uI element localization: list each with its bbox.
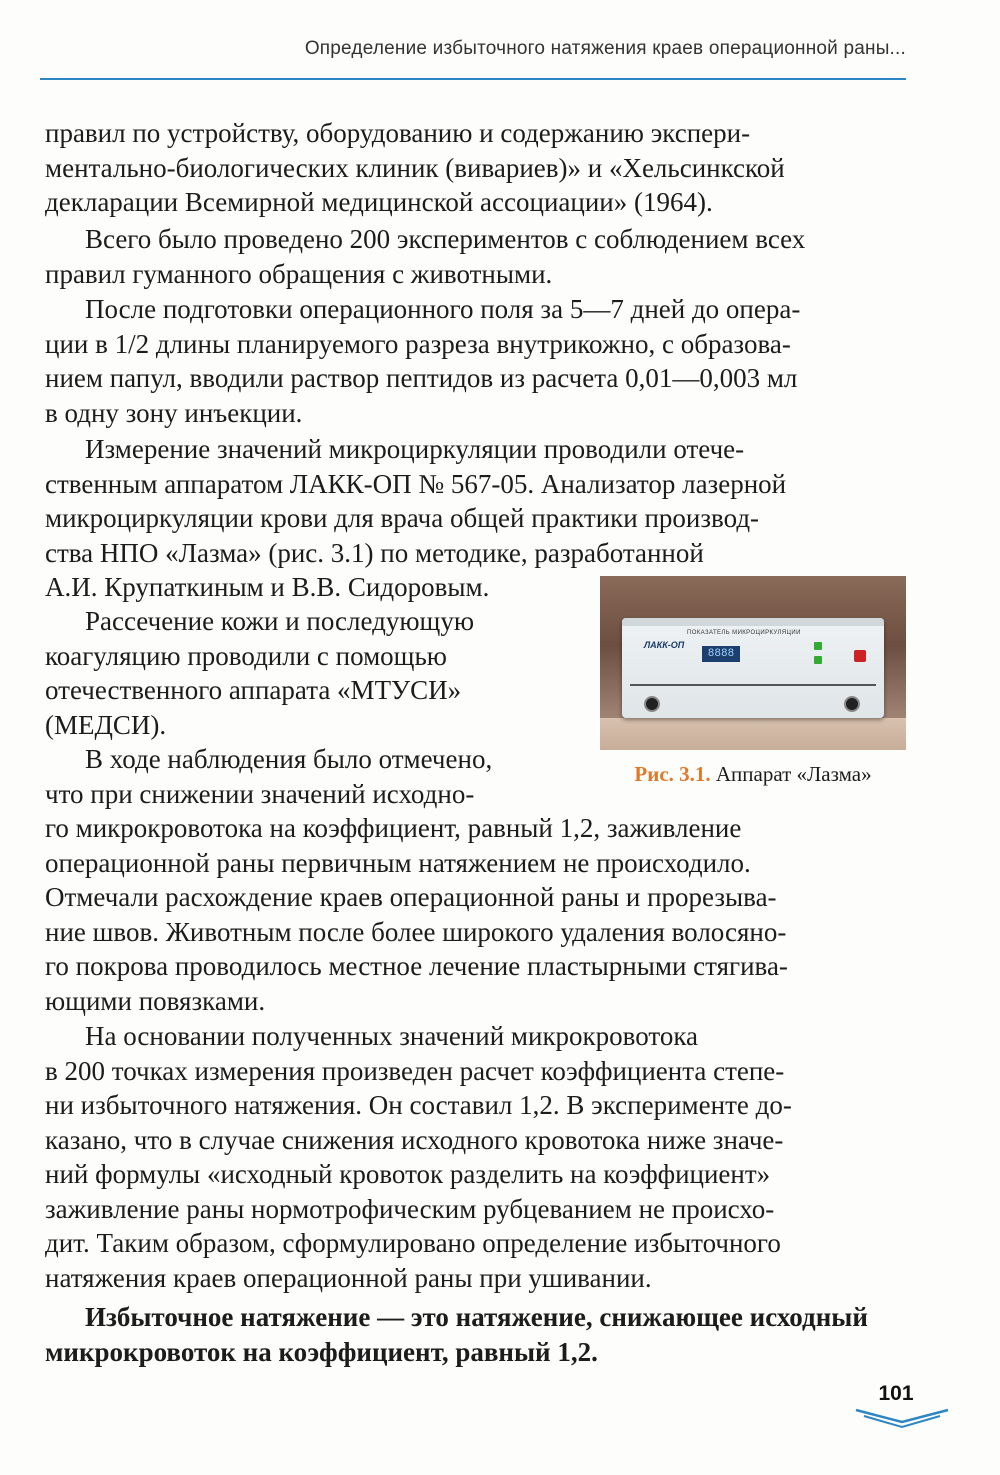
indicator-led bbox=[814, 656, 822, 664]
caption-text: Аппарат «Лазма» bbox=[715, 762, 872, 786]
text-line: ни избыточного натяжения. Он составил 1,2. В эксперименте до- bbox=[45, 1090, 792, 1120]
connector-knob-icon bbox=[644, 696, 660, 712]
text-line: В ходе наблюдения было отмечено, bbox=[85, 744, 493, 774]
text-line: ства НПО «Лазма» (рис. 3.1) по методике, разработанной bbox=[45, 537, 704, 568]
text-line: дит. Таким образом, сформулировано определение избыточного bbox=[45, 1228, 781, 1258]
paragraph-6 bbox=[45, 811, 906, 1018]
text-line: правил по устройству, оборудованию и содержанию экспери- bbox=[45, 118, 751, 148]
fabric-background bbox=[600, 718, 906, 750]
chevron-down-icon bbox=[852, 1406, 952, 1430]
device-name-label: ЛАКК-ОП bbox=[644, 640, 685, 650]
text-line: Рассечение кожи и последующую bbox=[85, 606, 475, 636]
paragraph-7 bbox=[45, 1019, 906, 1295]
power-switch-icon bbox=[854, 650, 866, 662]
page-number: 101 bbox=[878, 1382, 914, 1405]
text-line: ции в 1/2 длины планируемого разреза внутрикожно, с образова- bbox=[45, 328, 791, 359]
text-line: ственным аппаратом ЛАКК-ОП № 567-05. Анализатор лазерной bbox=[45, 468, 787, 499]
text-line: Отмечали расхождение краев операционной раны и прорезыва- bbox=[45, 882, 777, 912]
text-line: (МЕДСИ). bbox=[45, 709, 167, 740]
device-header-label: ПОКАЗАТЕЛЬ МИКРОЦИРКУЛЯЦИИ bbox=[687, 630, 801, 636]
device-divider bbox=[630, 684, 876, 686]
text-line: что при снижении значений исходно- bbox=[45, 778, 475, 809]
text-line: нием папул, вводили раствор пептидов из расчета 0,01—0,003 мл bbox=[45, 363, 798, 393]
text-line: го покрова проводилось местное лечение пластырными стягива- bbox=[45, 951, 788, 981]
text-line: Избыточное натяжение — это натяжение, снижающее исходный bbox=[85, 1302, 868, 1332]
text-line: микрокровоток на коэффициент, равный 1,2. bbox=[45, 1336, 598, 1367]
text-line: На основании полученных значений микрокровотока bbox=[85, 1021, 699, 1051]
text-line: натяжения краев операционной раны при ушивании. bbox=[45, 1262, 652, 1293]
indicator-led bbox=[814, 642, 822, 650]
text-line: в одну зону инъекции. bbox=[45, 397, 303, 428]
connector-knob-icon bbox=[844, 696, 860, 712]
text-line: микроциркуляции крови для врача общей практики производ- bbox=[45, 503, 760, 533]
text-line: в 200 точках измерения произведен расчет коэффициента степе- bbox=[45, 1055, 785, 1086]
paragraph-5 bbox=[45, 604, 562, 742]
text-line: Измерение значений микроциркуляции проводили отече- bbox=[85, 434, 745, 464]
text-line: казано, что в случае снижения исходного кровотока ниже значе- bbox=[45, 1124, 784, 1155]
header-rule bbox=[40, 78, 906, 80]
paragraph-2 bbox=[45, 222, 906, 291]
text-line: коагуляцию проводили с помощью bbox=[45, 640, 447, 671]
device-indicators bbox=[814, 642, 822, 670]
text-line: ющими повязками. bbox=[45, 985, 266, 1016]
running-header: Определение избыточного натяжения краев операционной раны... bbox=[304, 38, 906, 59]
text-line: А.И. Крупаткиным и В.В. Сидоровым. bbox=[45, 572, 490, 602]
text-line: ментально-биологических клиник (вивариев)» и «Хельсинкской bbox=[45, 152, 785, 183]
figure-photo bbox=[600, 576, 906, 750]
text-line: После подготовки операционного поля за 5—7 дней до опера- bbox=[85, 294, 801, 324]
text-line: го микрокровотока на коэффициент, равный 1,2, заживление bbox=[45, 813, 742, 843]
paragraph-1 bbox=[45, 116, 906, 220]
text-line: отечественного аппарата «МТУСИ» bbox=[45, 675, 462, 705]
text-line: правил гуманного обращения с животными. bbox=[45, 258, 553, 289]
caption-label: Рис. 3.1. bbox=[634, 762, 711, 786]
definition bbox=[45, 1300, 906, 1369]
text-line: ний формулы «исходный кровоток разделить на коэффициент» bbox=[45, 1159, 771, 1189]
device-display: 8888 bbox=[702, 646, 740, 662]
device-top-panel bbox=[622, 618, 884, 626]
figure-caption bbox=[600, 762, 906, 787]
paragraph-3 bbox=[45, 292, 906, 430]
text-line: заживление раны нормотрофическим рубцеванием не происхо- bbox=[45, 1193, 775, 1224]
text-line: ние швов. Животным после более широкого удаления волосяно- bbox=[45, 916, 787, 947]
paragraph-6-narrow bbox=[45, 742, 562, 811]
device-image bbox=[622, 618, 884, 718]
text-line: Всего было проведено 200 экспериментов с соблюдением всех bbox=[85, 224, 806, 254]
text-line: декларации Всемирной медицинской ассоциации» (1964). bbox=[45, 187, 713, 217]
text-line: операционной раны первичным натяжением не происходило. bbox=[45, 847, 751, 878]
